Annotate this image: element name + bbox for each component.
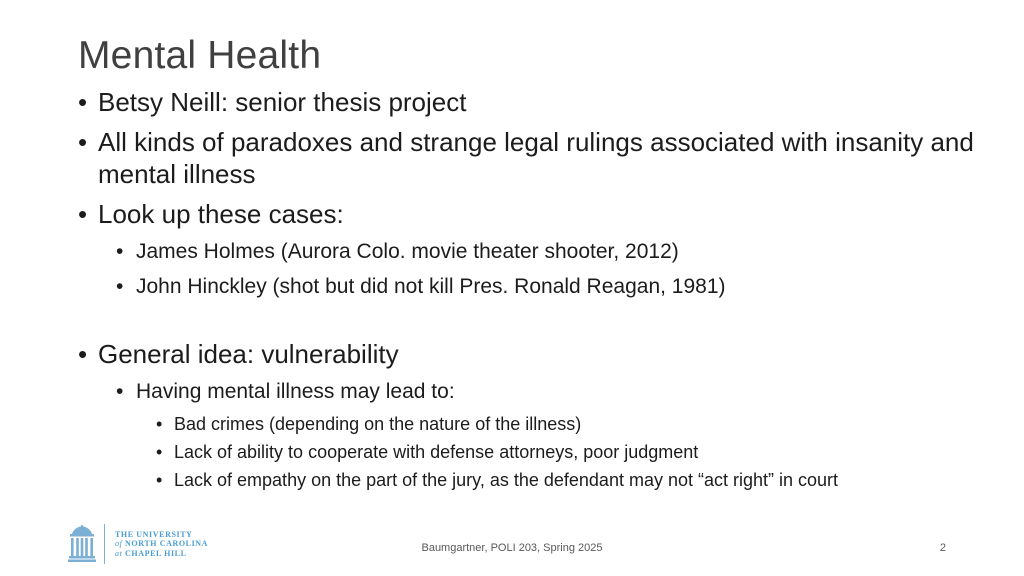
logo-line-1: THE UNIVERSITY [115, 529, 193, 539]
bullet-item [78, 338, 978, 370]
sub-sub-bullet-item [78, 413, 978, 435]
bullet-dot-icon: • [116, 380, 124, 403]
logo-line-3: at CHAPEL HILL [115, 548, 187, 558]
sub-sub-bullet-item [78, 469, 978, 491]
bullet-item [78, 126, 978, 190]
bullet-dot-icon: • [116, 275, 124, 298]
sub-bullet-item [78, 238, 978, 265]
sub-bullet-item [78, 273, 978, 300]
bullet-text: Bad crimes (depending on the nature of the illness) [174, 414, 582, 434]
bullet-text: Betsy Neill: senior thesis project [98, 87, 467, 117]
slide-title: Mental Health [78, 34, 322, 77]
bullet-text: Lack of ability to cooperate with defense attorneys, poor judgment [174, 442, 699, 462]
footer-text: Baumgartner, POLI 203, Spring 2025 [421, 542, 603, 554]
bullet-text: James Holmes (Aurora Colo. movie theater shooter, 2012) [136, 240, 679, 263]
bullet-dot-icon: • [78, 127, 88, 157]
bullet-list [78, 86, 978, 497]
bullet-dot-icon: • [116, 240, 124, 263]
bullet-item [78, 86, 978, 118]
bullet-dot-icon: • [78, 199, 88, 229]
bullet-text: John Hinckley (shot but did not kill Pres. Ronald Reagan, 1981) [136, 275, 726, 298]
page-number: 2 [939, 542, 946, 554]
bullet-dot-icon: • [78, 87, 88, 117]
logo-line-2: of NORTH CAROLINA [115, 539, 209, 549]
bullet-item [78, 198, 978, 230]
bullet-text: Look up these cases: [98, 199, 344, 229]
bullet-text: Lack of empathy on the part of the jury, as the defendant may not “act right” in court [174, 470, 839, 490]
bullet-dot-icon: • [78, 339, 88, 369]
bullet-text: General idea: vulnerability [98, 339, 399, 369]
bullet-text: All kinds of paradoxes and strange legal rulings associated with insanity and mental illness [98, 127, 974, 189]
bullet-dot-icon: • [156, 442, 163, 462]
bullet-dot-icon: • [156, 414, 163, 434]
sub-bullet-item [78, 378, 978, 405]
bullet-text: Having mental illness may lead to: [136, 380, 455, 403]
sub-sub-bullet-item [78, 441, 978, 463]
bullet-dot-icon: • [156, 470, 163, 490]
